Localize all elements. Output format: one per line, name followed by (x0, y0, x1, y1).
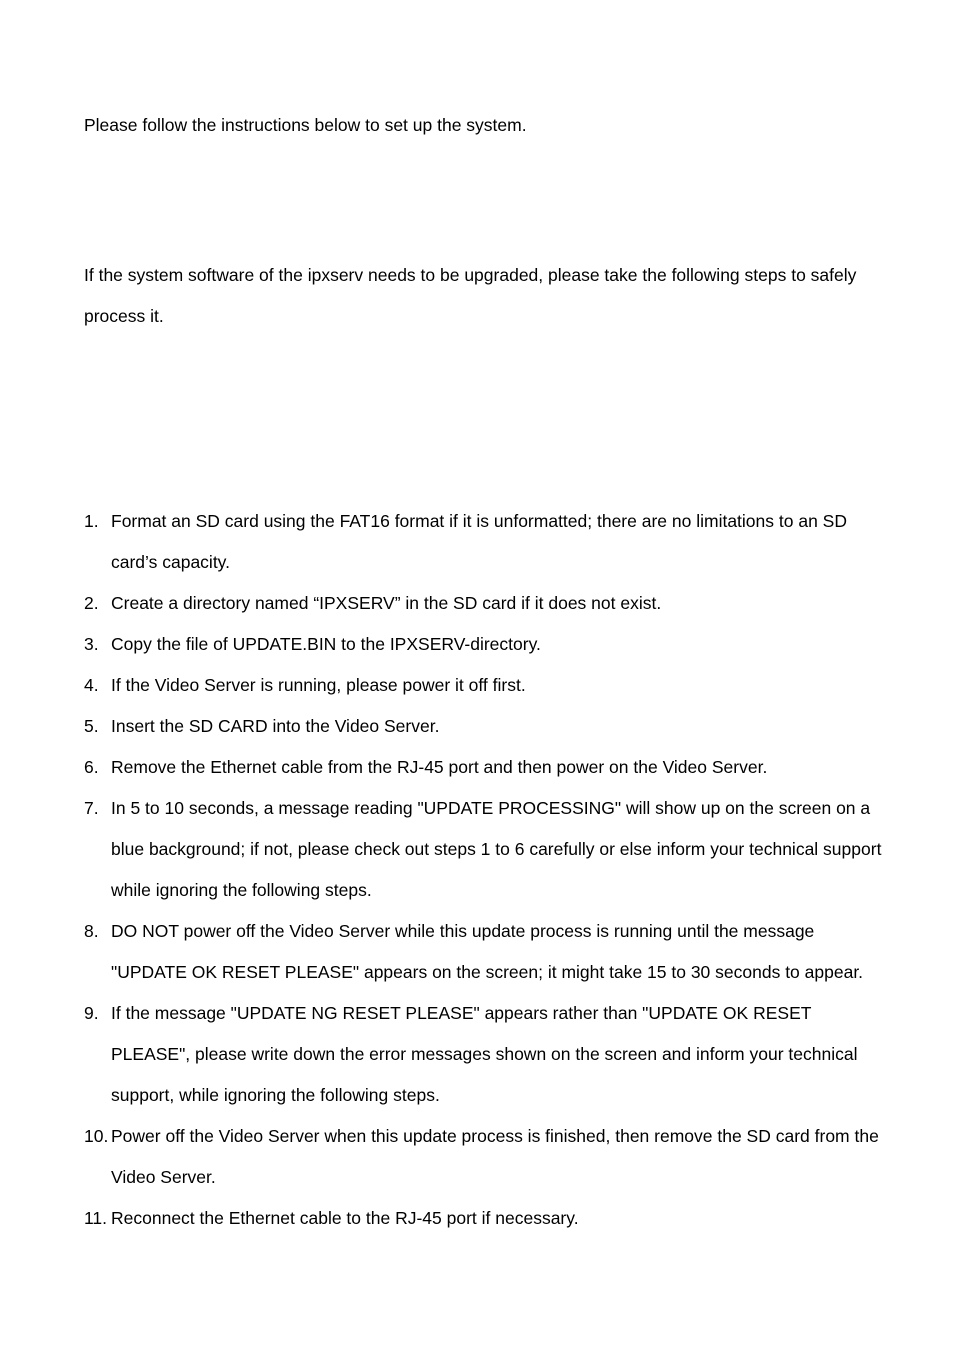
step-number: 9. (84, 1003, 99, 1023)
step-item (84, 1198, 884, 1239)
step-text: Reconnect the Ethernet cable to the RJ-45 port if necessary. (111, 1208, 579, 1228)
step-item (84, 993, 884, 1116)
step-number: 11. (84, 1208, 108, 1228)
step-number: 10. (84, 1126, 109, 1146)
intro-text: Please follow the instructions below to set up the system. (84, 115, 527, 135)
step-text: In 5 to 10 seconds, a message reading "UPDATE PROCESSING" will show up on the screen on a blue background; if not, please check out steps 1 to 6 carefully or else inform your technical support while ignoring the following steps. (111, 798, 882, 900)
step-number: 7. (84, 798, 99, 818)
step-item (84, 747, 884, 788)
step-item (84, 911, 884, 993)
step-number: 5. (84, 716, 99, 736)
step-text: Create a directory named “IPXSERV” in the SD card if it does not exist. (111, 593, 662, 613)
step-item (84, 1116, 884, 1198)
step-item (84, 788, 884, 911)
step-item (84, 706, 884, 747)
step-number: 1. (84, 511, 99, 531)
step-item (84, 583, 884, 624)
step-text: DO NOT power off the Video Server while this update process is running until the message "UPDATE OK RESET PLEASE" appears on the screen; it might take 15 to 30 seconds to appear. (111, 921, 864, 982)
step-item (84, 501, 884, 583)
step-number: 2. (84, 593, 99, 613)
step-text: Power off the Video Server when this update process is finished, then remove the SD card from the Video Server. (111, 1126, 879, 1187)
step-text: Insert the SD CARD into the Video Server. (111, 716, 440, 736)
step-number: 6. (84, 757, 99, 777)
upgrade-steps-list (84, 501, 884, 1239)
step-text: If the message "UPDATE NG RESET PLEASE" appears rather than "UPDATE OK RESET PLEASE", please write down the error messages shown on the screen and inform your technical support, while ignoring the following steps. (111, 1003, 858, 1105)
step-number: 3. (84, 634, 99, 654)
step-item (84, 624, 884, 665)
step-text: Remove the Ethernet cable from the RJ-45 port and then power on the Video Server. (111, 757, 768, 777)
step-text: Format an SD card using the FAT16 format if it is unformatted; there are no limitations to an SD card’s capacity. (111, 511, 847, 572)
step-item (84, 665, 884, 706)
step-text: If the Video Server is running, please power it off first. (111, 675, 526, 695)
upgrade-note: If the system software of the ipxserv needs to be upgraded, please take the following steps to safely process it. (84, 265, 857, 326)
step-text: Copy the file of UPDATE.BIN to the IPXSERV-directory. (111, 634, 541, 654)
step-number: 8. (84, 921, 99, 941)
step-number: 4. (84, 675, 99, 695)
